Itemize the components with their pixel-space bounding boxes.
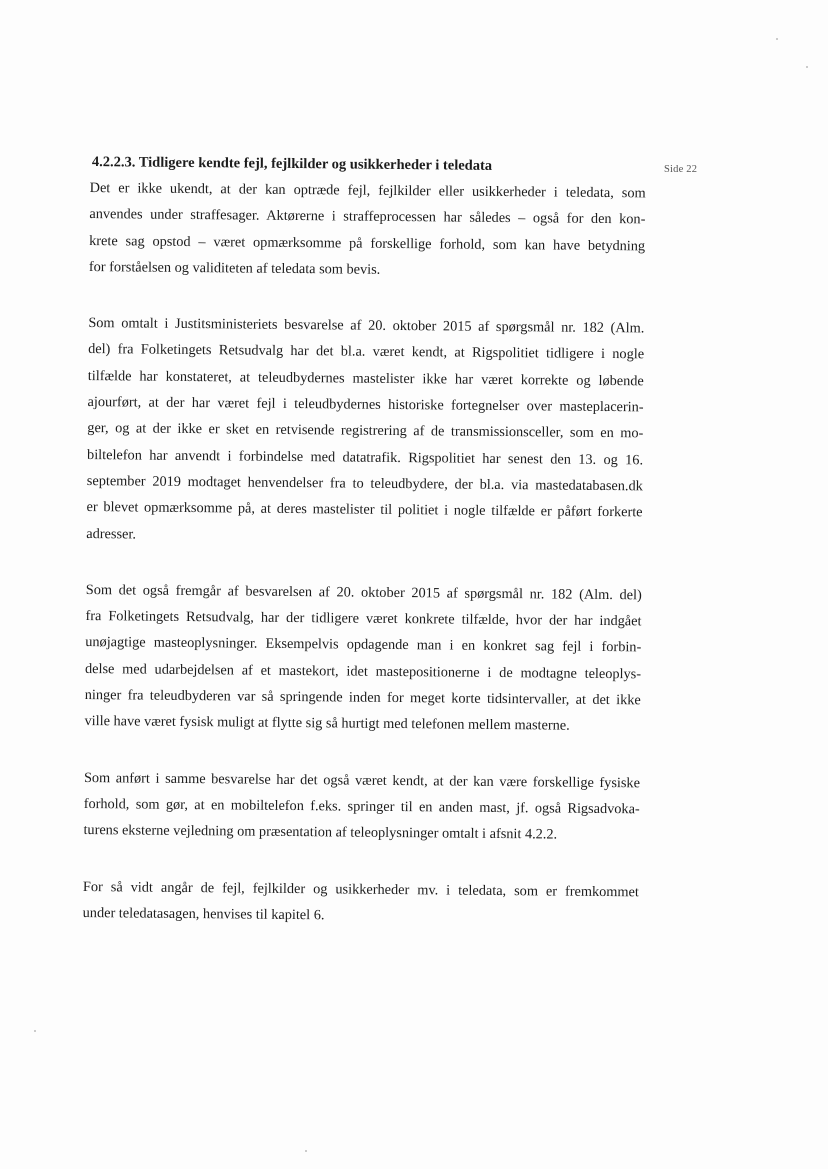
text-line: ninger fra teleudbyderen var så springende inden for meget korte tidsintervaller, at det ikke — [84, 687, 641, 709]
text-line: del) fra Folketingets Retsudvalg har det bl.a. været kendt, at Rigspolitiet tidligere i nogle — [88, 341, 645, 363]
paragraph — [80, 577, 641, 740]
section-content — [78, 152, 646, 961]
text-line: unøjagtige masteoplysninger. Eksempelvis opdagende man i en konkret sag fejl i forbin- — [85, 634, 642, 656]
scan-speck — [806, 66, 808, 68]
text-line: september 2019 modtaget henvendelser fra to teleudbydere, der bl.a. via mastedatabasen.dk — [86, 472, 643, 495]
text-line: ajourført, at der har været fejl i teleudbydernes historiske fortegnelser over masteplacerin- — [87, 394, 644, 416]
scan-speck — [34, 1030, 36, 1032]
text-line: er blevet opmærksomme på, at deres mastelister til politiet i nogle tilfælde er påført forkerte — [86, 499, 643, 521]
text-line: adresser. — [86, 525, 137, 543]
paragraph — [85, 175, 646, 286]
scan-speck — [776, 38, 778, 40]
text-line: tilfælde har konstateret, at teleudbydernes mastelister ikke har været korrekte og løbende — [87, 367, 644, 390]
paragraph — [82, 310, 644, 552]
text-line: Som omtalt i Justitsministeriets besvarelse af 20. oktober 2015 af spørgsmål nr. 182 (Alm. — [88, 315, 645, 337]
text-line: Som anført i samme besvarelse har det også været kendt, at der kan være forskellige fysiske — [83, 769, 641, 791]
text-line: fra Folketingets Retsudvalg, har der tidligere været konkrete tilfælde, hvor der har indgået — [85, 608, 642, 630]
text-line: ville have været fysisk muligt at flytte sig så hurtigt med telefonen mellem masterne. — [84, 713, 570, 735]
text-line: ger, og at der ikke er sket en retvisende registrering af de transmissionsceller, som en mo- — [87, 420, 644, 442]
text-line: biltelefon har anvendt i forbindelse med datatrafik. Rigspolitiet har senest den 13. og 16. — [87, 446, 644, 469]
page-number: Side 22 — [664, 164, 698, 175]
section-heading: 4.2.2.3. Tidligere kendte fejl, fejlkilder og usikkerheder i teledata — [91, 154, 493, 174]
text-line: for forståelsen og validiteten af teledata som bevis. — [88, 258, 381, 278]
text-line: forhold, som gør, at en mobiltelefon f.eks. springer til en anden mast, jf. også Rigsadvoka- — [83, 795, 640, 818]
paragraph — [79, 765, 640, 849]
text-line: anvendes under straffesager. Aktørerne i straffeprocessen har således – også for den kon- — [89, 206, 646, 228]
text-line: delse med udarbejdelsen af et mastekort, idet mastepositionerne i de modtagne teleoplys- — [84, 660, 642, 683]
text-line: Det er ikke ukendt, at der kan optræde fejl, fejlkilder eller usikkerheder i teledata, som — [89, 180, 646, 202]
text-line: turens eksterne vejledning om præsentation af teleoplysninger omtalt i afsnit 4.2.2. — [83, 822, 558, 843]
scan-speck — [305, 1150, 307, 1152]
text-line: Som det også fremgår af besvarelsen af 20. oktober 2015 af spørgsmål nr. 182 (Alm. del) — [85, 581, 642, 604]
text-line: krete sag opstod – været opmærksomme på forskellige forhold, som kan have betydning — [89, 232, 646, 254]
text-line: For så vidt angår de fejl, fejlkilder og usikkerheder mv. i teledata, som er fremkommet — [82, 878, 640, 900]
text-line: under teledatasagen, henvises til kapitel 6. — [82, 904, 325, 924]
paragraph — [79, 873, 639, 931]
